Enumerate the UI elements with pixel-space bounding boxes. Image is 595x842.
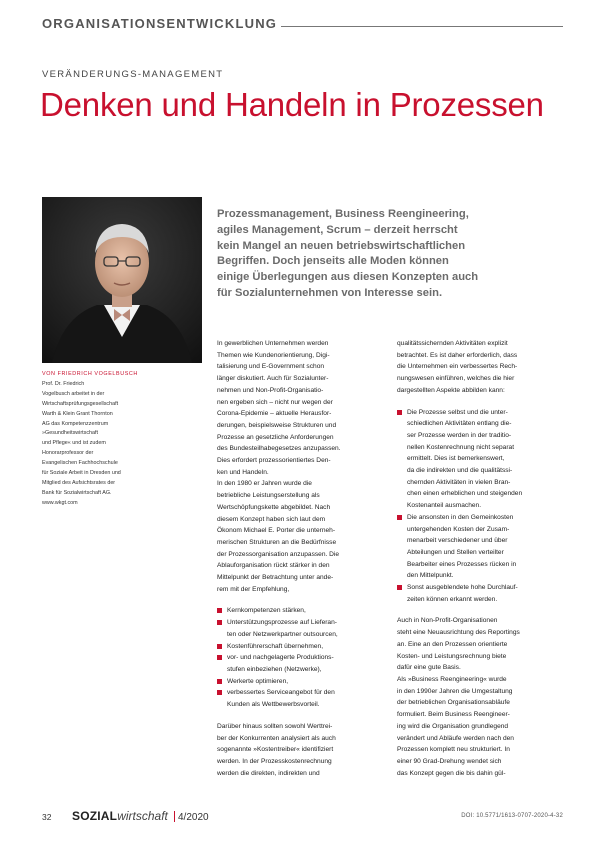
bullet-text: stufen einbeziehen (Netzwerke), xyxy=(227,665,322,673)
body-line: Mittelpunkt der Betrachtung unter ande- xyxy=(217,574,334,582)
bullet-text: Unterstützungsprozesse auf Lieferan- xyxy=(227,619,337,627)
bullet-item xyxy=(217,605,387,617)
lead-paragraph xyxy=(217,207,519,302)
bullet-text: Abteilungen und Stellen verteilter xyxy=(407,548,504,556)
bullet-text: nellen Kostenrechnung nicht separat xyxy=(407,443,515,451)
lead-line: Begriffen. Doch jenseits alle Moden können xyxy=(217,255,449,268)
bullet-text: Kunden als Wettbewerbsvorteil. xyxy=(227,701,320,709)
bullet-text: ten oder Netzwerkpartner outsourcen, xyxy=(227,630,338,638)
bullet-text: Sonst ausgeblendete hohe Durchlauf- xyxy=(407,584,518,592)
body-line: Dies erfordert prozessorientiertes Den- xyxy=(217,457,331,465)
body-line: ing wird die Organisation grundlegend xyxy=(397,722,509,730)
section-title: ORGANISATIONSENTWICKLUNG xyxy=(42,16,278,31)
body-line: in den 1990er Jahren die Umgestaltung xyxy=(397,687,513,695)
page-number: 32 xyxy=(42,812,52,822)
bullet-text: Werkerte optimieren, xyxy=(227,677,289,685)
body-line: Prozessen komplett neu strukturiert. In xyxy=(397,746,510,754)
bullet-item xyxy=(217,652,387,664)
body-line: nen ergeben sich – nicht nur wegen der xyxy=(217,398,333,406)
author-photo xyxy=(42,197,202,363)
bullet-text: Die ansonsten in den Gemeinkosten xyxy=(407,513,514,521)
bullet-text: untergehenden Kosten der Zusam- xyxy=(407,525,510,533)
paragraph-spacer xyxy=(217,595,387,605)
bullet-square-icon xyxy=(217,608,222,613)
body-line: Auch in Non-Profit-Organisationen xyxy=(397,617,498,625)
body-line: betrachtet. Es ist daher erforderlich, dass xyxy=(397,351,518,359)
body-line: In gewerblichen Unternehmen werden xyxy=(217,340,329,347)
body-line: Ökonom Michael E. Porter die unterneh- xyxy=(217,527,336,535)
body-line: des Bundesteilhabegesetzes anzupassen. xyxy=(217,445,341,453)
bullet-text: schiedlichen Aktivitäten entlang die- xyxy=(407,420,512,428)
body-line: nungswesen einführen, welches die hier xyxy=(397,375,515,383)
bullet-text: Kostenführerschaft übernehmen, xyxy=(227,642,324,650)
bio-line: Warth & Klein Grant Thornton xyxy=(42,410,113,417)
paragraph-spacer xyxy=(217,711,387,721)
bullet-square-icon xyxy=(217,644,222,649)
bullet-text: da die indirekten und die qualitätssi- xyxy=(407,467,513,475)
lead-line: für Sozialunternehmen von Interesse sein. xyxy=(217,286,443,299)
body-line: talisierung und E-Government schon xyxy=(217,363,325,371)
body-line: die Unternehmen ein verbessertes Rech- xyxy=(397,363,518,371)
bullet-text: chernden Aktivitäten in vielen Bran- xyxy=(407,478,511,486)
bullet-square-icon xyxy=(217,620,222,625)
bullet-square-icon xyxy=(217,679,222,684)
page-footer xyxy=(42,808,563,828)
bio-line: Wirtschaftsprüfungsgesellschaft xyxy=(42,400,119,407)
bullet-text: ser Prozesse werden in der traditio- xyxy=(407,431,512,439)
bio-line: Vogelbusch arbeitet in der xyxy=(42,390,105,397)
section-rule xyxy=(281,26,563,27)
body-line: Kosten- und Leistungsrechnung biete xyxy=(397,652,507,660)
body-line: nehmen und Non-Profit-Organisatio- xyxy=(217,386,324,394)
body-line: ber der Konkurrenten analysiert als auch xyxy=(217,734,336,742)
portrait-image xyxy=(42,197,202,363)
body-line: der Prozessorganisation anzupassen. Die xyxy=(217,550,340,558)
body-line: merischen Strukturen an die Bedürfnisse xyxy=(217,538,337,546)
lead-line: einige Überlegungen aus diesen Konzepten auch xyxy=(217,271,479,284)
kicker: VERÄNDERUNGS-MANAGEMENT xyxy=(42,69,224,80)
bullet-item xyxy=(397,582,567,594)
bio-line: Evangelischen Fachhochschule xyxy=(42,460,118,467)
body-line: werden die direkten, indirekten und xyxy=(217,769,320,777)
bio-line: Bank für Sozialwirtschaft AG. xyxy=(42,489,112,496)
bullet-square-icon xyxy=(217,690,222,695)
body-line: sogenannte »Kostentreiber« identifiziert xyxy=(217,746,334,754)
paragraph-spacer xyxy=(397,397,567,407)
issue-number xyxy=(174,811,209,823)
bullet-text: menarbeit verschiedener und über xyxy=(407,537,508,545)
bio-line: für Soziale Arbeit in Dresden und xyxy=(42,470,121,477)
body-line: Themen wie Kundenorientierung, Digi- xyxy=(217,351,330,359)
author-name: VON FRIEDRICH VOGELBUSCH xyxy=(42,371,138,377)
issue-text: 4/2020 xyxy=(178,812,209,823)
bullet-text: zeiten können erkannt werden. xyxy=(407,595,498,603)
body-line: Als »Business Reengineering« wurde xyxy=(397,675,507,683)
bullet-text: Die Prozesse selbst und die unter- xyxy=(407,408,508,416)
bullet-text: ermittelt. Dies ist bemerkenswert, xyxy=(407,455,505,463)
body-line: verändert und Abläufe werden nach den xyxy=(397,734,514,742)
body-line: qualitätssichernden Aktivitäten explizit xyxy=(397,340,508,347)
bullet-text: Kernkompetenzen stärken, xyxy=(227,607,306,615)
bio-line: AG das Kompetenzzentrum xyxy=(42,420,109,427)
bullet-square-icon xyxy=(397,515,402,520)
body-line: der betrieblichen Organisationsabläufe xyxy=(397,699,510,707)
body-line: Ablauforganisation rückt stärker in den xyxy=(217,562,330,570)
bullet-item xyxy=(397,512,567,524)
body-line: rem mit der Empfehlung, xyxy=(217,585,290,593)
magazine-brand xyxy=(72,809,168,823)
issue-divider xyxy=(174,811,175,822)
body-line: länger diskutiert. Auch für Sozialunter- xyxy=(217,375,329,383)
bullet-square-icon xyxy=(217,655,222,660)
body-line: Darüber hinaus sollten sowohl Werttrei- xyxy=(217,722,333,730)
body-line: diesem Konzept haben sich laut dem xyxy=(217,515,326,523)
bio-line: Mitglied des Aufsichtsrates der xyxy=(42,479,116,486)
bullet-text: chen einen erheblichen und steigenden xyxy=(407,490,523,498)
body-column-right xyxy=(397,338,567,779)
bio-line: und Pflege« und ist zudem xyxy=(42,440,106,447)
body-line: das Konzept gegen die bis dahin gül- xyxy=(397,769,506,777)
author-bio xyxy=(42,370,168,509)
lead-line: agiles Management, Scrum – derzeit herrscht xyxy=(217,223,458,236)
body-line: In den 1980 er Jahren wurde die xyxy=(217,480,312,488)
bullet-item xyxy=(217,687,387,699)
body-line: werden. In der Prozesskostenrechnung xyxy=(217,757,332,765)
bullet-text: Bearbeiter eines Prozesses rücken in xyxy=(407,560,517,568)
bio-line: Prof. Dr. Friedrich xyxy=(42,380,85,387)
bullet-item xyxy=(217,617,387,629)
body-line: dargestellten Aspekte abbilden kann: xyxy=(397,386,505,394)
body-line: Wertschöpfungskette abgebildet. Nach xyxy=(217,503,331,511)
doi-text: DOI: 10.5771/1613-0707-2020-4-32 xyxy=(461,813,563,819)
lead-line: kein Mangel an neuen betriebswirtschaftlichen xyxy=(217,239,466,252)
brand-light: wirtschaft xyxy=(117,809,168,823)
body-line: an. Eine an den Prozessen orientierte xyxy=(397,640,508,648)
bullet-text: verbessertes Serviceangebot für den xyxy=(227,689,335,697)
headline: Denken und Handeln in Prozessen xyxy=(40,86,544,123)
body-line: einer 90 Grad-Drehung wendet sich xyxy=(397,757,502,765)
section-header xyxy=(42,11,563,31)
bullet-item xyxy=(217,641,387,653)
brand-strong: SOZIAL xyxy=(72,809,118,823)
bullet-item xyxy=(397,407,567,419)
paragraph-spacer xyxy=(397,605,567,615)
bullet-square-icon xyxy=(397,585,402,590)
body-line: derungen, beispielsweise Strukturen und xyxy=(217,421,337,429)
body-line: Corona-Epidemie – aktuelle Herausfor- xyxy=(217,410,332,418)
bullet-text: den Mittelpunkt. xyxy=(407,572,454,580)
bio-line: Honorarprofessor der xyxy=(42,450,94,457)
bio-link[interactable]: www.wkgt.com xyxy=(42,499,78,506)
bullet-text: vor- und nachgelagerte Produktions- xyxy=(227,654,334,662)
bullet-text: Kostenanteil ausmachen. xyxy=(407,502,482,510)
body-line: betriebliche Leistungserstellung als xyxy=(217,492,320,500)
body-column-left xyxy=(217,338,387,779)
body-line: formuliert. Beim Business Reengineer- xyxy=(397,711,510,719)
body-line: dafür eine gute Basis. xyxy=(397,664,461,672)
lead-line: Prozessmanagement, Business Reengineering, xyxy=(217,208,469,220)
body-line: Prozesse an gesetzliche Anforderungen xyxy=(217,433,334,441)
bullet-item xyxy=(217,676,387,688)
bullet-square-icon xyxy=(397,410,402,415)
bio-line: »Gesundheitswirtschaft xyxy=(42,430,99,437)
body-line: steht eine Neuausrichtung des Reportings xyxy=(397,629,520,637)
body-line: ken und Handeln. xyxy=(217,468,269,476)
